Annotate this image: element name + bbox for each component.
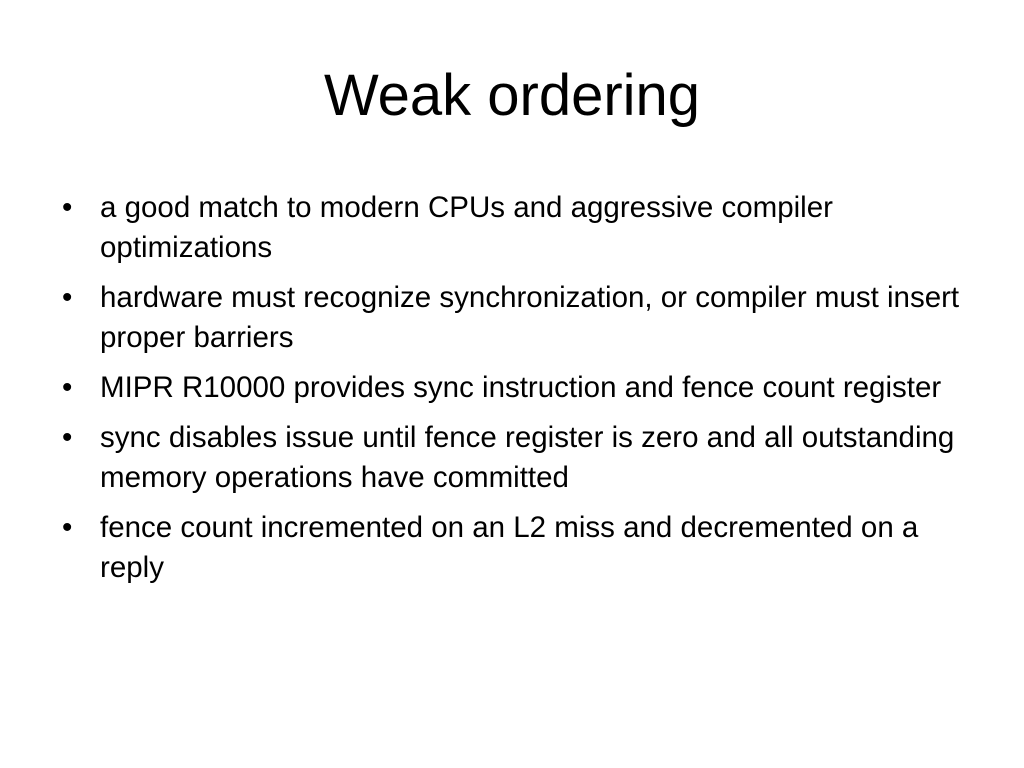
bullet-dot-icon: •: [62, 191, 73, 224]
bullet-text: fence count incremented on an L2 miss and decremented on a reply: [100, 511, 919, 584]
bullet-text: a good match to modern CPUs and aggressive compiler optimizations: [100, 191, 833, 264]
bullet-item: [62, 278, 972, 358]
bullet-item: [62, 188, 972, 268]
bullet-dot-icon: •: [62, 421, 73, 454]
bullet-dot-icon: •: [62, 281, 73, 314]
bullet-text: MIPR R10000 provides sync instruction and fence count register: [100, 371, 942, 404]
bullet-item: [62, 418, 972, 498]
slide-title: Weak ordering: [323, 63, 701, 128]
bullet-list: [62, 188, 972, 598]
bullet-dot-icon: •: [62, 511, 73, 544]
bullet-text: hardware must recognize synchronization, or compiler must insert proper barriers: [100, 281, 960, 354]
bullet-text: sync disables issue until fence register is zero and all outstanding memory operations have committed: [100, 421, 955, 494]
bullet-item: [62, 368, 972, 408]
bullet-dot-icon: •: [62, 371, 73, 404]
bullet-item: [62, 508, 972, 588]
